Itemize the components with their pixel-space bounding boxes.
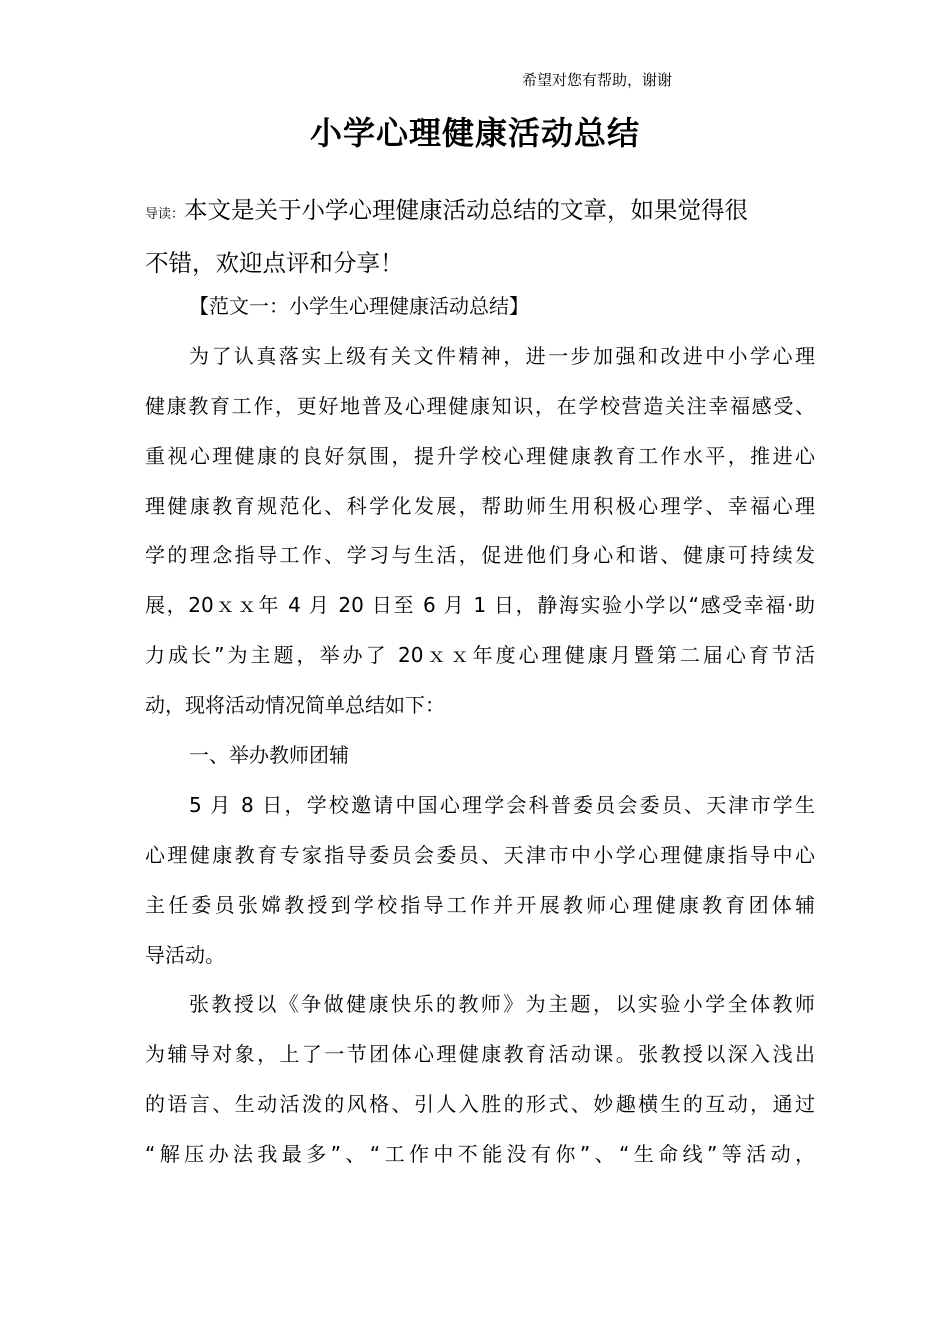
subsection-heading: 一、举办教师团辅	[189, 743, 349, 768]
text-line: 学的理念指导工作、学习与生活，促进他们身心和谐、健康可持续发	[145, 543, 815, 568]
text-line: 5 月 8 日，学校邀请中国心理学会科普委员会委员、天津市学生	[189, 792, 815, 817]
section-heading: 【范文一：小学生心理健康活动总结】	[189, 294, 529, 318]
intro-text: 本文是关于小学心理健康活动总结的文章，如果觉得很	[184, 196, 749, 224]
text-line: 动，现将活动情况简单总结如下：	[145, 693, 445, 718]
text-line: 重视心理健康的良好氛围，提升学校心理健康教育工作水平，推进心	[145, 443, 815, 468]
header-note: 希望对您有帮助，谢谢	[522, 71, 673, 89]
text-line: 力成长”为主题，举办了 20ｘｘ年度心理健康月暨第二届心育节活	[145, 643, 815, 668]
text-line: 主任委员张嫦教授到学校指导工作并开展教师心理健康教育团体辅	[145, 892, 815, 917]
intro-line	[145, 186, 825, 239]
intro-line: 不错，欢迎点评和分享！	[145, 249, 404, 277]
text-line: 健康教育工作，更好地普及心理健康知识，在学校营造关注幸福感受、	[145, 393, 815, 418]
text-line: 张教授以《争做健康快乐的教师》为主题，以实验小学全体教师	[189, 992, 815, 1017]
text-line: 理健康教育规范化、科学化发展，帮助师生用积极心理学、幸福心理	[145, 493, 815, 518]
text-line: “解压办法我最多”、“工作中不能没有你”、“生命线”等活动，	[145, 1142, 815, 1167]
text-line: 展，20ｘｘ年 4 月 20 日至 6 月 1 日，静海实验小学以“感受幸福·助	[145, 593, 815, 618]
text-line: 的语言、生动活泼的风格、引人入胜的形式、妙趣横生的互动，通过	[145, 1092, 815, 1117]
text-line: 为辅导对象，上了一节团体心理健康教育活动课。张教授以深入浅出	[145, 1042, 815, 1067]
text-line: 导活动。	[145, 942, 225, 967]
text-line: 为了认真落实上级有关文件精神，进一步加强和改进中小学心理	[189, 343, 815, 368]
text-line: 心理健康教育专家指导委员会委员、天津市中小学心理健康指导中心	[145, 842, 815, 867]
intro-paragraph	[145, 186, 825, 287]
intro-label: 导读：	[145, 207, 185, 222]
page-title: 小学心理健康活动总结	[309, 114, 640, 152]
body-text	[145, 282, 815, 1180]
